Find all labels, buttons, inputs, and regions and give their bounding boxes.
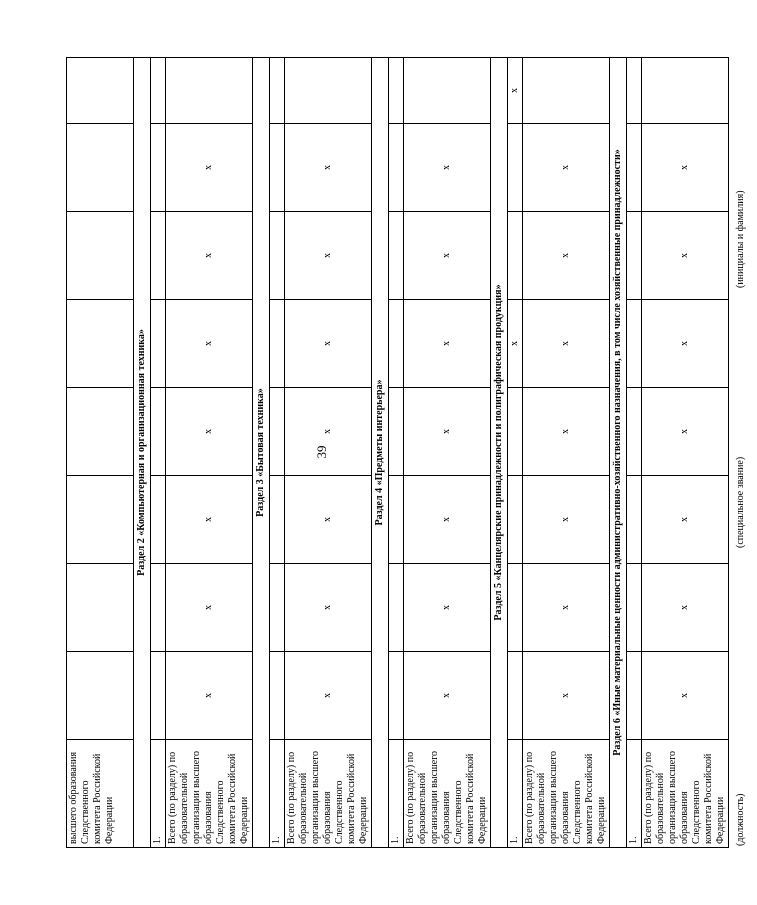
mark-cell: x (523, 388, 610, 476)
section-6-header (610, 58, 627, 848)
section-3-header (253, 58, 270, 848)
mark-cell: x (166, 652, 253, 740)
section-title: Раздел 3 «Бытовая техника» (253, 58, 270, 848)
section-2-header (134, 58, 151, 848)
rotated-table-page (66, 58, 746, 848)
mark-cell: x (285, 652, 372, 740)
section-title: Раздел 4 «Предметы интерьера» (372, 58, 389, 848)
mark-cell: x (285, 564, 372, 652)
row-number: 1. (389, 740, 404, 848)
continuation-label: высшего образования Следственного комитета Российской Федерации (67, 740, 134, 848)
row-number: 1. (270, 740, 285, 848)
mark-cell: x (285, 300, 372, 388)
mark-cell: x (642, 388, 729, 476)
section-total-row (166, 58, 253, 848)
mark-cell: x (523, 652, 610, 740)
mark-cell: x (642, 212, 729, 300)
row-number: 1. (508, 740, 523, 848)
section-4-header (372, 58, 389, 848)
mark-cell: x (404, 212, 491, 300)
mark-cell: x (404, 476, 491, 564)
page-number: 39 (314, 445, 329, 459)
mark-cell: x (404, 564, 491, 652)
total-label: Всего (по разделу) по образовательной организации высшего образования Следственного комитета Российской Федерации (642, 740, 729, 848)
mark-cell: x (166, 124, 253, 212)
mark-cell: x (642, 564, 729, 652)
mark-cell: x (404, 300, 491, 388)
section-title: Раздел 5 «Канцелярские принадлежности и полиграфическая продукция» (491, 58, 508, 848)
table-row (627, 58, 642, 848)
total-label: Всего (по разделу) по образовательной организации высшего образования Следственного комитета Российской Федерации (166, 740, 253, 848)
total-label: Всего (по разделу) по образовательной организации высшего образования Следственного комитета Российской Федерации (285, 740, 372, 848)
mark-cell: x (166, 564, 253, 652)
property-table (66, 57, 729, 848)
mark-cell: x (642, 652, 729, 740)
section-title: Раздел 2 «Компьютерная и организационная техника» (134, 58, 151, 848)
mark-cell: x (523, 212, 610, 300)
mark-cell: x (166, 388, 253, 476)
total-label: Всего (по разделу) по образовательной организации высшего образования Следственного комитета Российской Федерации (404, 740, 491, 848)
mark-cell: x (404, 388, 491, 476)
mark-cell: x (285, 212, 372, 300)
rank-caption: (специальное звание) (735, 456, 746, 548)
mark-cell: x (523, 300, 610, 388)
table-row (389, 58, 404, 848)
section-total-row (285, 58, 372, 848)
section-total-row (523, 58, 610, 848)
name-caption: (инициалы и фамилия) (735, 190, 746, 288)
section-total-row (404, 58, 491, 848)
mark-cell: x (523, 124, 610, 212)
mark-cell: x (404, 124, 491, 212)
mark-cell: x (523, 564, 610, 652)
mark-cell: x (285, 388, 372, 476)
continuation-row (67, 58, 134, 848)
signature-block (729, 58, 757, 848)
total-label: Всего (по разделу) по образовательной организации высшего образования Следственного комитета Российской Федерации (523, 740, 610, 848)
section-5-header (491, 58, 508, 848)
section-title: Раздел 6 «Иные материальные ценности административно-хозяйственного назначения, в том числе хозяйственные принадлежности» (610, 58, 627, 848)
position-caption: (должность) (735, 793, 746, 846)
mark-cell: x (642, 300, 729, 388)
mark-cell: x (166, 300, 253, 388)
mark-cell: x (642, 476, 729, 564)
mark-cell: x (166, 212, 253, 300)
row-number: 1. (627, 740, 642, 848)
mark-cell: x (285, 124, 372, 212)
table-row (151, 58, 166, 848)
row-number: 1. (151, 740, 166, 848)
mark-cell: x (404, 652, 491, 740)
section-total-row (642, 58, 729, 848)
table-row (508, 58, 523, 848)
mark-cell: x (285, 476, 372, 564)
table-row (270, 58, 285, 848)
mark-cell: x (642, 124, 729, 212)
mark-cell: x (508, 58, 523, 124)
mark-cell: x (166, 476, 253, 564)
mark-cell: x (508, 300, 523, 388)
mark-cell: x (523, 476, 610, 564)
